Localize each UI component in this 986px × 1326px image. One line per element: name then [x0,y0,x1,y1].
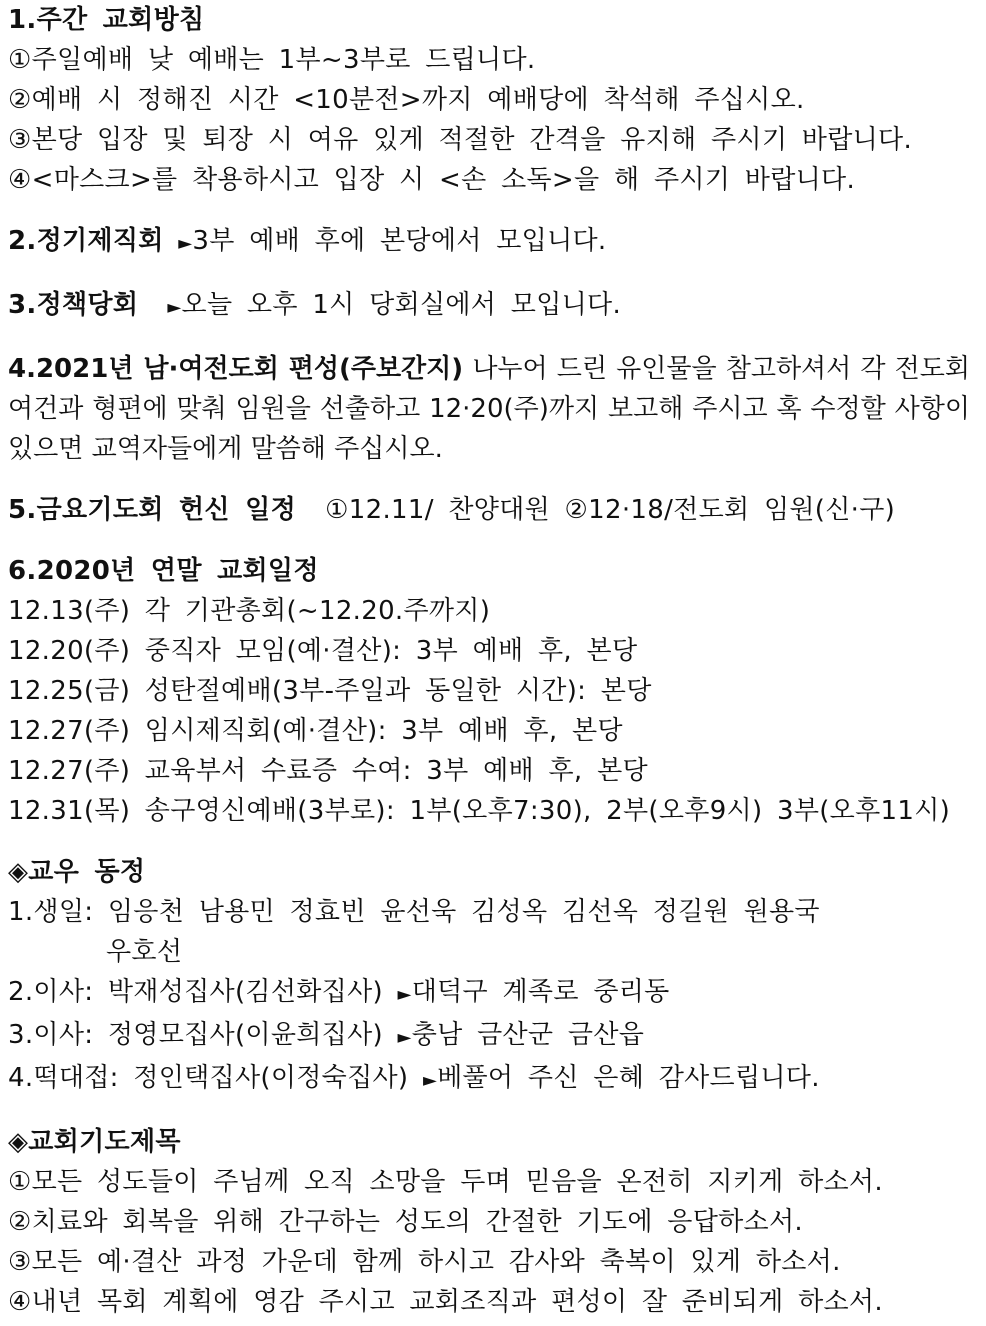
arrow-icon: ► [397,1027,412,1048]
arrow-icon: ► [167,297,182,318]
prayer-item: ④내년 목회 계획에 영감 주시고 교회조직과 편성이 잘 준비되게 하소서. [8,1287,883,1317]
member-news-row [8,972,986,1015]
arrow-icon: ► [397,984,412,1005]
section-title: 2.정기제직회 [8,226,164,256]
policy-item: ④<마스크>를 착용하시고 입장 시 <손 소독>을 해 주시기 바랍니다. [8,165,856,195]
birthday-names: 임응천 남용민 정효빈 윤선욱 김성옥 김선옥 정길원 원용국 [107,897,820,927]
arrow-icon: ► [422,1070,438,1091]
news-person: 정영모집사(이윤희집사) [107,1020,383,1050]
section-year-end-schedule [8,551,986,831]
section-member-news [8,852,986,1101]
member-news-row [8,1058,986,1101]
member-news-row [8,1015,986,1058]
prayer-item: ③모든 예·결산 과정 가운데 함께 하시고 감사와 축복이 있게 하소서. [8,1247,841,1277]
section-title: ◈교회기도제목 [8,1127,181,1157]
news-person: 정인택집사(이정숙집사) [133,1063,409,1093]
schedule-item: 12.27(주) 임시제직회(예·결산): 3부 예배 후, 본당 [8,716,623,746]
section-title: 3.정책당회 [8,290,139,320]
schedule-item: 12.20(주) 중직자 모임(예·결산): 3부 예배 후, 본당 [8,636,638,666]
birthday-label: 1.생일: [8,897,94,927]
section-title: ◈교우 동정 [8,857,146,887]
prayer-item: ②치료와 회복을 위해 간구하는 성도의 간절한 기도에 응답하소서. [8,1207,803,1237]
section-weekly-policy [8,0,986,200]
section-text: 오늘 오후 1시 당회실에서 모입니다. [181,290,622,320]
section-text: ①12.11/ 찬양대원 ②12·18/전도회 임원(신·구) [325,495,896,525]
section-title: 6.2020년 연말 교회일정 [8,556,319,586]
section-title: 4.2021년 남·여전도회 편성(주보간지) [8,354,464,384]
news-label: 4.떡대접: [8,1063,119,1093]
policy-item: ②예배 시 정해진 시간 <10분전>까지 예배당에 착석해 주십시오. [8,85,805,115]
schedule-item: 12.25(금) 성탄절예배(3부-주일과 동일한 시간): 본당 [8,676,652,706]
policy-item: ①주일예배 낮 예배는 1부~3부로 드립니다. [8,45,536,75]
section-policy-session [8,285,986,328]
section-friday-prayer [8,490,986,530]
section-title: 5.금요기도회 헌신 일정 [8,495,297,525]
news-label: 3.이사: [8,1020,94,1050]
section-text: 3부 예배 후에 본당에서 모입니다. [192,226,607,256]
schedule-item: 12.31(목) 송구영신예배(3부로): 1부(오후7:30), 2부(오후9시) 3부(오후11시) [8,796,951,826]
prayer-item: ①모든 성도들이 주님께 오직 소망을 두며 믿음을 온전히 지키게 하소서. [8,1167,883,1197]
section-prayer-topics [8,1122,986,1322]
news-person: 박재성집사(김선화집사) [107,977,383,1007]
news-detail: 대덕구 계족로 중리동 [411,977,670,1007]
policy-item: ③본당 입장 및 퇴장 시 여유 있게 적절한 간격을 유지해 주시기 바랍니다. [8,125,913,155]
news-detail: 베풀어 주신 은혜 감사드립니다. [437,1063,820,1093]
schedule-item: 12.27(주) 교육부서 수료증 수여: 3부 예배 후, 본당 [8,756,648,786]
news-detail: 충남 금산군 금산읍 [411,1020,645,1050]
birthday-names-continued: 우호선 [106,937,183,967]
section-title: 1.주간 교회방침 [8,5,205,35]
arrow-icon: ► [178,233,193,254]
schedule-item: 12.13(주) 각 기관총회(~12.20.주까지) [8,596,491,626]
section-mission-groups [8,349,970,469]
news-label: 2.이사: [8,977,94,1007]
section-regular-council [8,221,986,264]
section-text: 나누어 드린 유인물을 참고하셔서 각 전도회 여건과 형편에 맞춰 임원을 선출하고 12·20(주)까지 보고해 주시고 혹 수정할 사항이 있으면 교역자들에게 말씀해 주십시오. [8,354,970,464]
birthday-row [8,892,986,932]
